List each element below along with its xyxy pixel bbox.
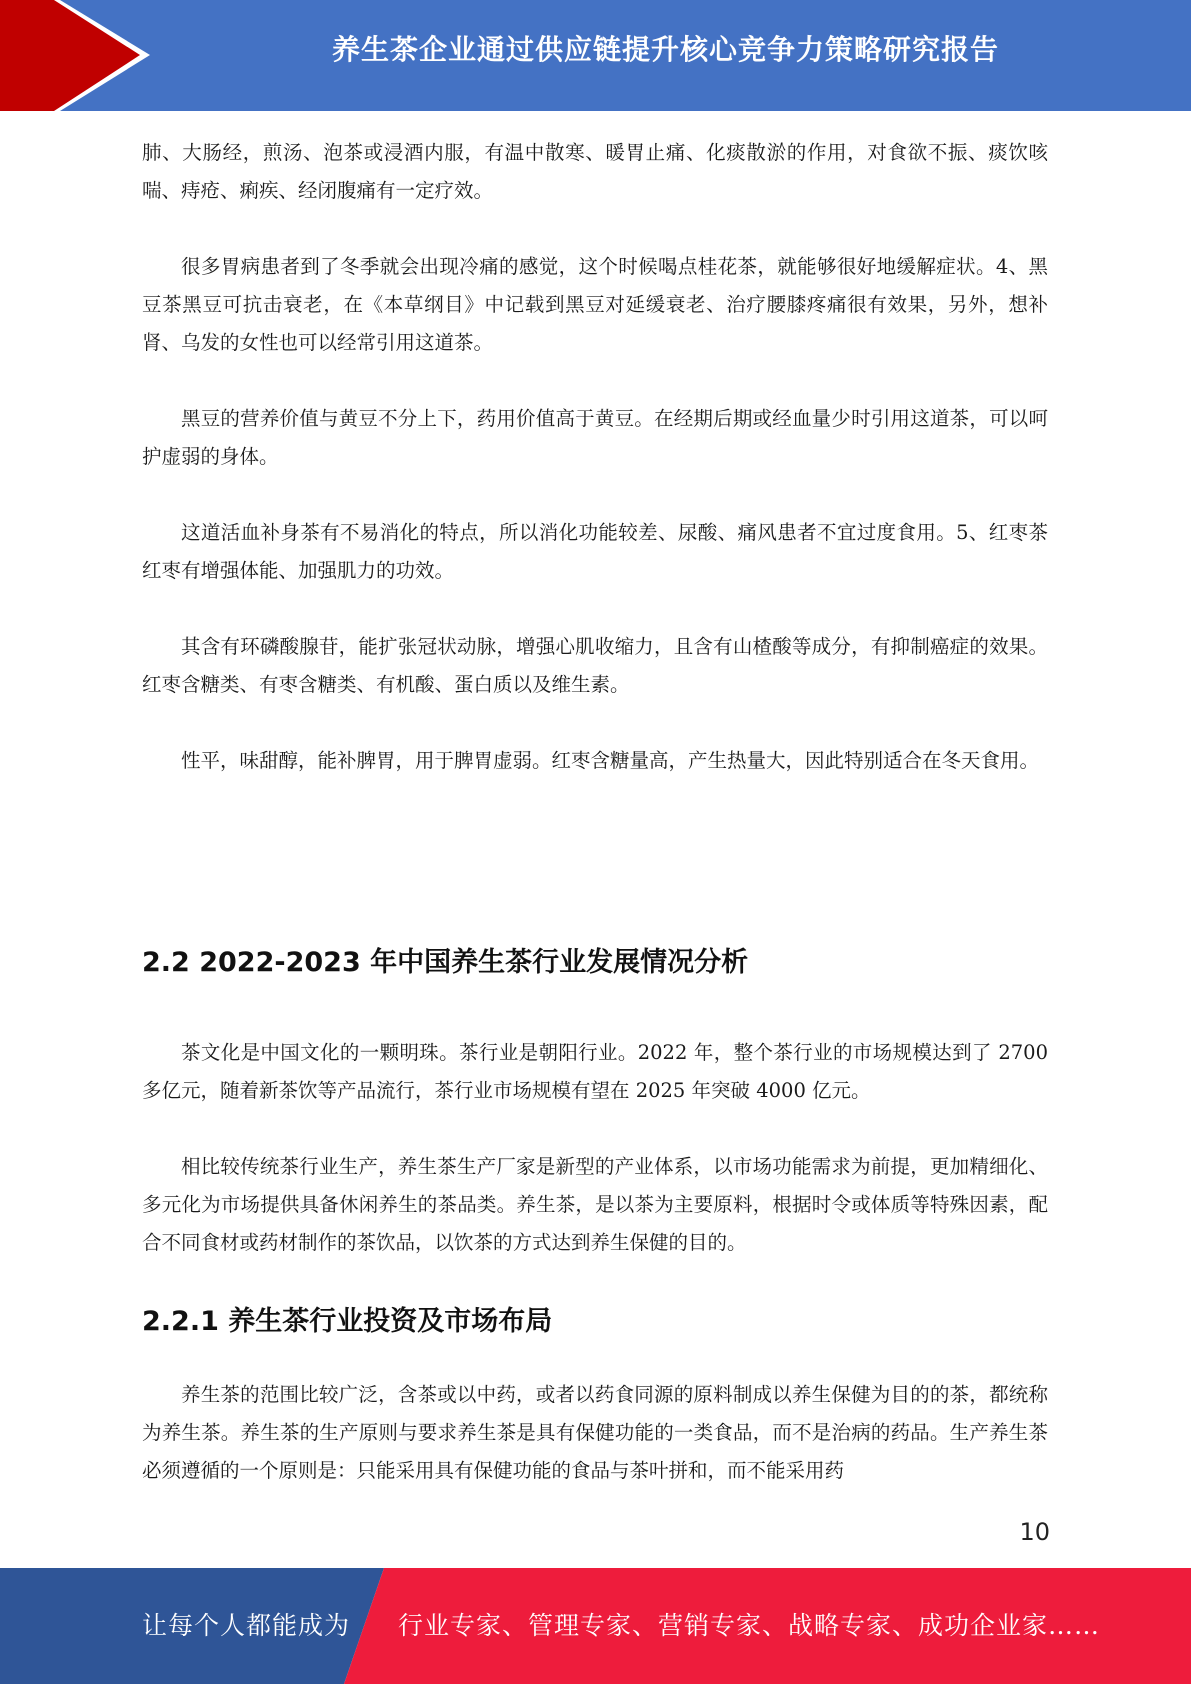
paragraph-2: 很多胃病患者到了冬季就会出现冷痛的感觉，这个时候喝点桂花茶，就能够很好地缓解症状。4、黑豆茶黑豆可抗击衰老，在《本草纲目》中记载到黑豆对延缓衰老、治疗腰膝疼痛很有效果，另外，想补肾、乌发的女性也可以经常引用这道茶。 — [142, 255, 1048, 354]
page-header — [0, 0, 1191, 111]
paragraph-9: 养生茶的范围比较广泛，含茶或以中药，或者以药食同源的原料制成以养生保健为目的的茶，都统称为养生茶。养生茶的生产原则与要求养生茶是具有保健功能的一类食品，而不是治病的药品。生产养生茶必须遵循的一个原则是：只能采用具有保健功能的食品与茶叶拼和，而不能采用药 — [142, 1383, 1048, 1482]
footer-slogan-left: 让每个人都能成为 — [142, 1611, 351, 1640]
section-heading-2-2-1: 2.2.1 养生茶行业投资及市场布局 — [142, 1306, 553, 1337]
header-arrow-decoration — [0, 0, 150, 111]
page-footer — [0, 1568, 1191, 1684]
paragraph-5: 其含有环磷酸腺苷，能扩张冠状动脉，增强心肌收缩力，且含有山楂酸等成分，有抑制癌症的效果。红枣含糖类、有枣含糖类、有机酸、蛋白质以及维生素。 — [142, 635, 1048, 696]
paragraph-4: 这道活血补身茶有不易消化的特点，所以消化功能较差、尿酸、痛风患者不宜过度食用。5、红枣茶红枣有增强体能、加强肌力的功效。 — [142, 521, 1048, 582]
paragraph-7: 茶文化是中国文化的一颗明珠。茶行业是朝阳行业。2022 年，整个茶行业的市场规模达到了 2700 多亿元，随着新茶饮等产品流行，茶行业市场规模有望在 2025 年突破 4000 亿元。 — [142, 1041, 1048, 1102]
footer-slogan-right: 行业专家、管理专家、营销专家、战略专家、成功企业家…… — [398, 1611, 1101, 1640]
paragraph-1: 肺、大肠经，煎汤、泡茶或浸酒内服，有温中散寒、暖胃止痛、化痰散淤的作用，对食欲不振、痰饮咳喘、痔疮、痢疾、经闭腹痛有一定疗效。 — [142, 141, 1048, 202]
paragraph-6: 性平，味甜醇，能补脾胃，用于脾胃虚弱。红枣含糖量高，产生热量大，因此特别适合在冬天食用。 — [181, 749, 1040, 772]
paragraph-8: 相比较传统茶行业生产，养生茶生产厂家是新型的产业体系，以市场功能需求为前提，更加精细化、多元化为市场提供具备休闲养生的茶品类。养生茶，是以茶为主要原料，根据时令或体质等特殊因素，配合不同食材或药材制作的茶饮品，以饮茶的方式达到养生保健的目的。 — [142, 1155, 1048, 1254]
report-title: 养生茶企业通过供应链提升核心竞争力策略研究报告 — [331, 33, 999, 66]
section-heading-2-2: 2.2 2022-2023 年中国养生茶行业发展情况分析 — [142, 947, 749, 978]
paragraph-3: 黑豆的营养价值与黄豆不分上下，药用价值高于黄豆。在经期后期或经血量少时引用这道茶，可以呵护虚弱的身体。 — [142, 407, 1048, 468]
page-number: 10 — [1019, 1518, 1050, 1546]
